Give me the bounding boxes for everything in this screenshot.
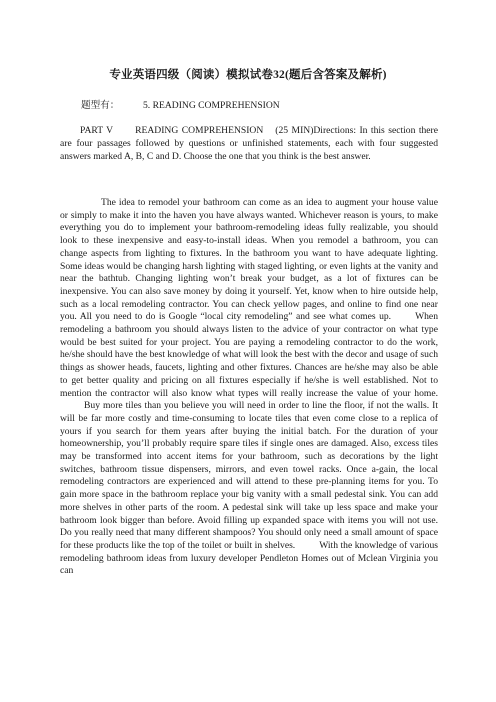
- reading-passage: [60, 197, 438, 689]
- part-number: PART V: [80, 125, 114, 136]
- question-type-label: 题型有：: [81, 100, 120, 111]
- passage-paragraph-1: The idea to remodel your bathroom can come as an idea to augment your house value or simply to make it into the haven you have always wanted. Whichever reason is yours, to make everything you do to implement your bathroom-remodeling ideas fully realizable, you should look to these inexpensive and easy-to-install ideas. When you remodel a bathroom, you can change aspects from lighting to fixtures. In the bathroom you want to have adequate lighting. Some ideas would be changing harsh lighting with staged lighting, or even lights at the vanity and near the bathtub. Changing lighting won’t break your budget, as a lot of fixtures can be inexpensive. You can also save money by doing it yourself. Yet, know when to hire outside help, such as a local remodeling contractor. You can check yellow pages, and online to find one near you. All you need to do is Google “local city remodeling” and see what comes up.: [60, 197, 438, 323]
- passage-paragraph-4: With the knowledge of various remodeling bathroom ideas from luxury developer Pendleton Homes out of Mclean Virginia you can: [60, 539, 438, 577]
- part-directions: [60, 125, 438, 164]
- question-type-line: [81, 97, 280, 111]
- question-type-value: 5. READING COMPREHENSION: [143, 100, 280, 111]
- passage-paragraph-3: Buy more tiles than you believe you will need in order to line the floor, if not the walls. It will be far more costly and time-consuming to locate tiles that even come close to a replica of yours if you search for them years after buying the initial batch. For the duration of your homeownership, you’ll probably require spare tiles if single ones are damaged. Also, excess tiles may be transformed into accent items for your bathroom, such as decorations by the light switches, bathroom tissue dispensers, mirrors, and even towel racks. Once a-gain, the local remodeling contractors are experienced and will attend to these pre-planning items for you. To gain more space in the bathroom replace your big vanity with a small pedestal sink. You can add more shelves in other parts of the room. A pedestal sink will take up less space and make your bathroom look bigger than before. Avoid filling up expanded space with items you will not use. Do you really need that many different shampoos? You should only need a small amount of space for these products like the top of the toilet or built in shelves.: [60, 400, 438, 551]
- passage-paragraph-2: When remodeling a bathroom you should always listen to the advice of your contractor on what type would be best suited for your project. You are paying a remodeling contractor to do the work, he/she should have the best knowledge of what will look the best with the decor and usage of such things as shower heads, faucets, lighting and other fixtures. Chances are he/she may also be able to get better quality and pricing on all fixtures especially if he/she is well established. Not to mention the contractor will also know what types will really increase the value of your home.: [60, 311, 438, 399]
- part-section-name: READING COMPREHENSION: [135, 125, 264, 136]
- document-title: 专业英语四级（阅读）模拟试卷32(题后含答案及解析): [109, 69, 387, 81]
- part-directions-text: (25 MIN)Directions: In this section there are four passages followed by questions or unfinished statements, each with four suggested answers marked A, B, C and D. Choose the one that you think is the best answer.: [60, 125, 439, 162]
